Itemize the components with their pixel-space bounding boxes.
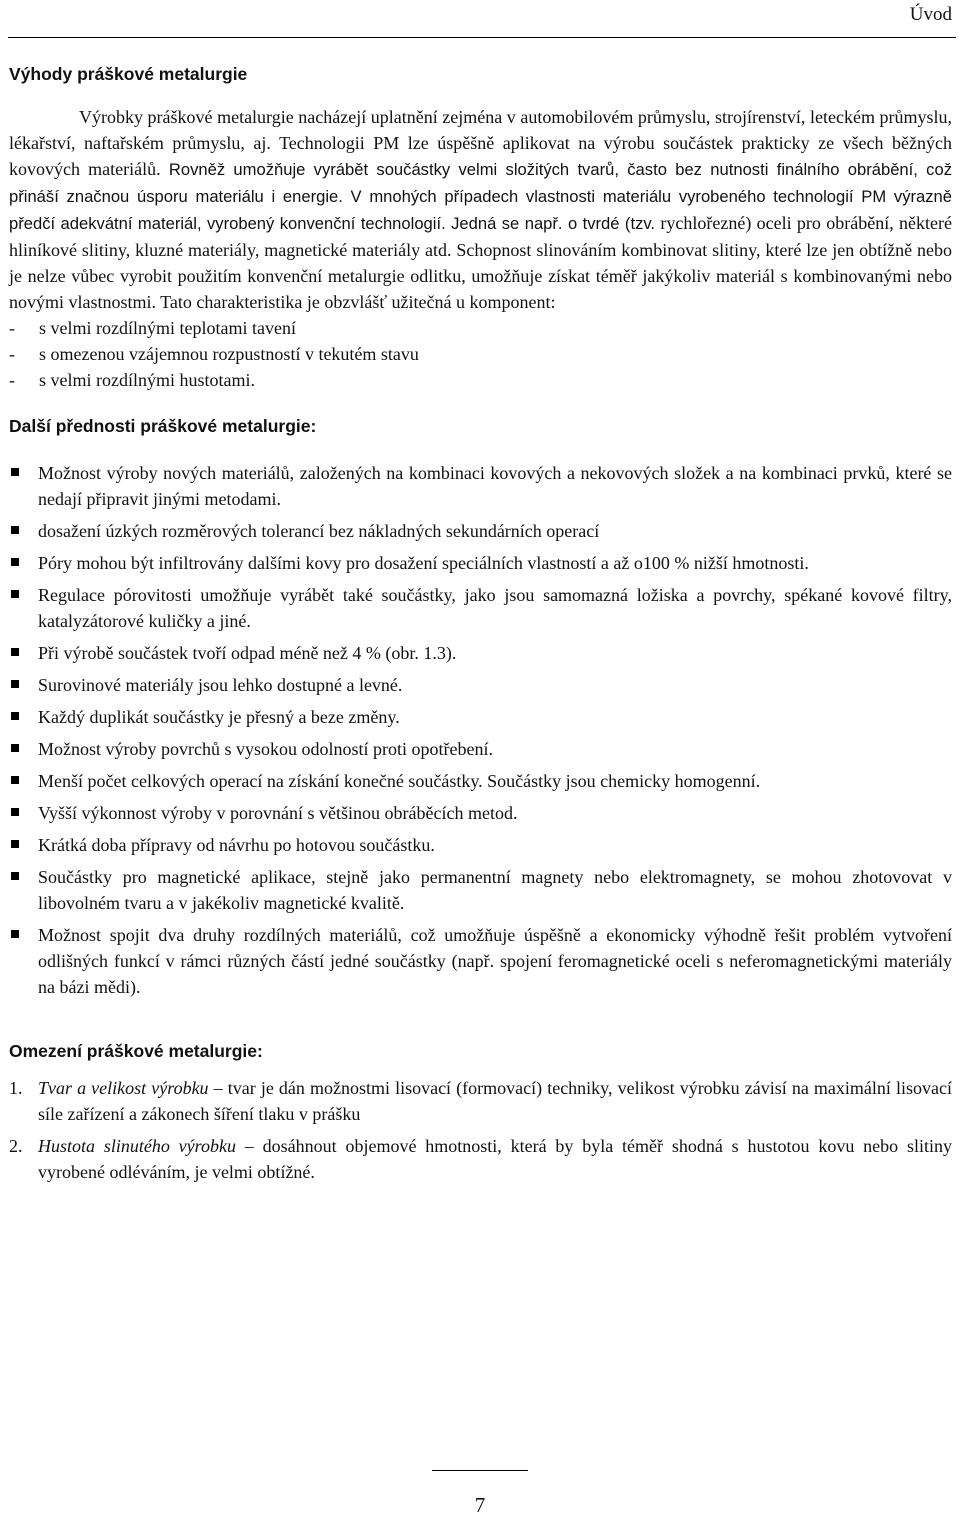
bullet-item <box>9 518 952 544</box>
intro-text-d: rychlořezné) oceli pro obrábění, některé hliníkové slitiny, kluzné materiály, magnetické materiály atd. Schopnost slinováním kombinovat slitiny, které lze jen obtížně nebo je nelze vůbec vyrobit použitím konvenční metalurgie odlitku, umožňuje získat téměř jakýkoliv materiál s kombinovanými nebo novými vlastnostmi. Tato charakteristika je obzvlášť užitečná u komponent: <box>9 213 952 312</box>
bullet-item-text: Každý duplikát součástky je přesný a beze změny. <box>38 707 400 727</box>
bullet-item-text: dosažení úzkých rozměrových tolerancí bez nákladných sekundárních operací <box>38 521 600 541</box>
dash-marker: - <box>9 370 15 390</box>
bullet-item <box>9 672 952 698</box>
bullet-item <box>9 640 952 666</box>
square-bullet-icon <box>11 468 19 476</box>
bullet-item <box>9 550 952 576</box>
numbered-item <box>9 1075 952 1127</box>
bullet-item-text: Krátká doba přípravy od návrhu po hotovou součástku. <box>38 835 435 855</box>
square-bullet-icon <box>11 744 19 752</box>
bullet-item <box>9 582 952 634</box>
bullet-item <box>9 704 952 730</box>
square-bullet-icon <box>11 872 19 880</box>
item-term: Hustota slinutého výrobku <box>38 1136 236 1156</box>
dash-item-text: s velmi rozdílnými teplotami tavení <box>39 318 296 338</box>
header-rule <box>8 37 956 38</box>
item-text: – dosáhnout objemové hmotnosti, která by byla téměř shodná s hustotou kovu nebo slitiny vyrobené odléváním, je velmi obtížné. <box>38 1136 952 1182</box>
heading-advantages: Výhody práškové metalurgie <box>9 64 248 84</box>
bullet-item-text: Vyšší výkonnost výroby v porovnání s většinou obráběcích metod. <box>38 803 518 823</box>
item-number: 2. <box>9 1136 23 1156</box>
page-number: 7 <box>474 1493 486 1517</box>
square-bullet-icon <box>11 558 19 566</box>
advantages-bullet-list <box>9 460 952 1000</box>
heading-further-advantages: Další přednosti práškové metalurgie: <box>9 416 317 436</box>
square-bullet-icon <box>11 648 19 656</box>
item-text: – tvar je dán možnostmi lisovací (formovací) techniky, velikost výrobku závisí na maximální lisovací síle zařízení a zákonech šíření tlaku v prášku <box>38 1078 952 1124</box>
intro-text-a: Výrobky práškové metalurgie nacházejí uplatnění zejména v automobilovém průmyslu, strojírenství, leteckém průmyslu, lékařství, naftařském průmyslu, aj. Technologii PM lze úspěšně aplikovat na výrobu součástek prakticky ze všech běžných kovových materiálů. <box>9 107 952 179</box>
footer-rule <box>432 1470 528 1471</box>
bullet-item-text: Součástky pro magnetické aplikace, stejně jako permanentní magnety nebo elektromagnety, se mohou zhotovovat v libovolném tvaru a v jakékoliv magnetické kvalitě. <box>38 867 952 913</box>
dash-item-text: s omezenou vzájemnou rozpustností v tekutém stavu <box>39 344 419 364</box>
bullet-item-text: Surovinové materiály jsou lehko dostupné a levné. <box>38 675 403 695</box>
square-bullet-icon <box>11 776 19 784</box>
square-bullet-icon <box>11 526 19 534</box>
bullet-item-text: Možnost výroby nových materiálů, založených na kombinaci kovových a nekovových složek a na kombinaci prvků, které se nedají připravit jinými metodami. <box>38 463 952 509</box>
square-bullet-icon <box>11 590 19 598</box>
bullet-item-text: Možnost spojit dva druhy rozdílných materiálů, což umožňuje úspěšně a ekonomicky výhodně řešit problém vytvoření odlišných funkcí v rámci různých částí jedné součástky (např. spojení feromagnetické oceli s neferomagnetickými materiály na bázi mědi). <box>38 925 952 997</box>
dash-marker: - <box>9 318 15 338</box>
bullet-item <box>9 922 952 1000</box>
bullet-item <box>9 460 952 512</box>
intro-paragraph <box>9 104 952 315</box>
square-bullet-icon <box>11 712 19 720</box>
square-bullet-icon <box>11 840 19 848</box>
intro-text-b: Rovněž umožňuje vyrábět součástky velmi složitých tvarů, často bez nutnosti finálního obrábění, což přináší značnou úsporu materiálu i energie. <box>9 160 952 206</box>
limitations-numbered-list <box>9 1075 952 1185</box>
running-header: Úvod <box>909 4 952 25</box>
component-dash-list <box>9 315 952 393</box>
bullet-item-text: Regulace pórovitosti umožňuje vyrábět také součástky, jako jsou samomazná ložiska a povrchy, spékané kovové filtry, katalyzátorové kuličky a jiné. <box>38 585 952 631</box>
dash-marker: - <box>9 344 15 364</box>
dash-item <box>9 341 952 367</box>
bullet-item <box>9 800 952 826</box>
bullet-item <box>9 864 952 916</box>
square-bullet-icon <box>11 680 19 688</box>
heading-limitations: Omezení práškové metalurgie: <box>9 1041 263 1061</box>
item-term: Tvar a velikost výrobku <box>38 1078 209 1098</box>
square-bullet-icon <box>11 930 19 938</box>
bullet-item <box>9 768 952 794</box>
square-bullet-icon <box>11 808 19 816</box>
bullet-item-text: Menší počet celkových operací na získání konečné součástky. Součástky jsou chemicky homogenní. <box>38 771 761 791</box>
item-number: 1. <box>9 1078 23 1098</box>
bullet-item <box>9 736 952 762</box>
bullet-item <box>9 832 952 858</box>
dash-item <box>9 367 952 393</box>
page-content <box>9 60 952 1191</box>
dash-item <box>9 315 952 341</box>
bullet-item-text: Při výrobě součástek tvoří odpad méně než 4 % (obr. 1.3). <box>38 643 457 663</box>
numbered-item <box>9 1133 952 1185</box>
bullet-item-text: Póry mohou být infiltrovány dalšími kovy pro dosažení speciálních vlastností a až o100 % nižší hmotnosti. <box>38 553 809 573</box>
intro-text-c: V mnohých případech vlastnosti materiálu vyrobeného technologií PM výrazně předčí adekvátní materiál, vyrobený konvenční technologií. Jedná se např. o tvrdé (tzv. <box>9 187 953 233</box>
bullet-item-text: Možnost výroby povrchů s vysokou odolností proti opotřebení. <box>38 739 493 759</box>
dash-item-text: s velmi rozdílnými hustotami. <box>39 370 255 390</box>
